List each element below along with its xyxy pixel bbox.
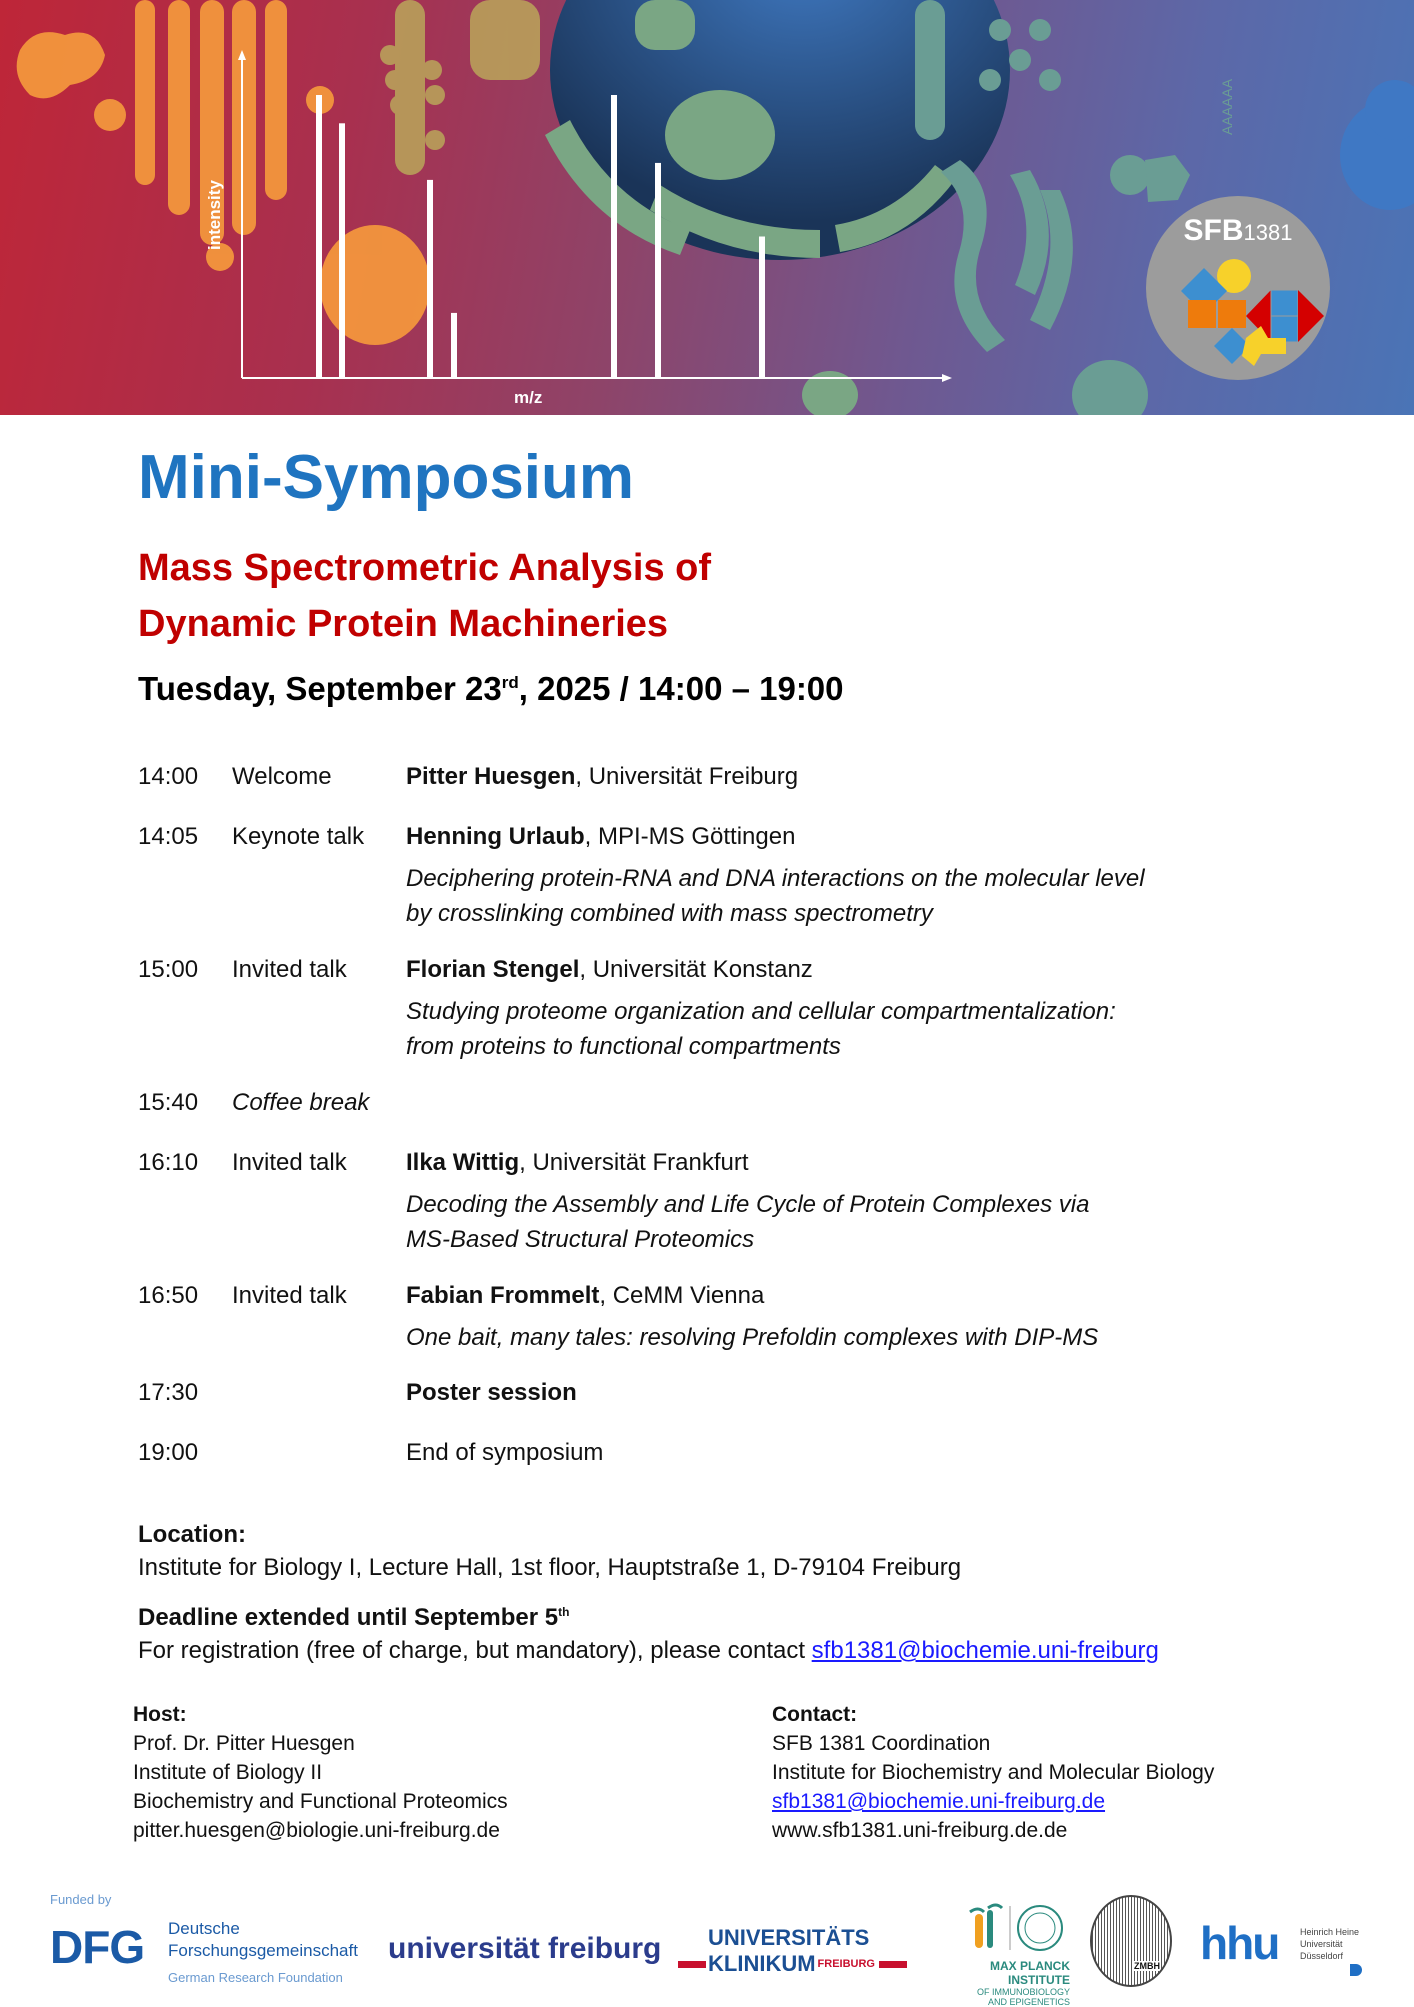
talk-title: Studying proteome organization and cellular compartmentalization: from proteins to functional compartments: [406, 998, 1116, 1060]
funded-by-label: Funded by: [50, 1892, 112, 1907]
program-time: 19:00: [138, 1439, 199, 1466]
program-kind: Coffee break: [232, 1089, 370, 1116]
uni-freiburg-logo: universität freiburg: [388, 1932, 662, 1965]
speaker-affiliation: , MPI-MS Göttingen: [584, 823, 796, 850]
host-block: [133, 1700, 508, 1845]
sfb-logo-title: SFB1381: [1183, 214, 1293, 247]
contact-heading: Contact:: [772, 1703, 858, 1726]
program-kind: Invited talk: [232, 1149, 347, 1176]
spectrum-peak: [427, 180, 433, 378]
spectrum-peak: [759, 237, 765, 379]
sfb-logo: [1146, 196, 1330, 380]
program-kind: Invited talk: [232, 1282, 347, 1309]
speaker-name: Pitter Huesgen: [406, 763, 576, 790]
er-illustration: [380, 0, 540, 175]
program-time: 15:00: [138, 956, 199, 983]
subtitle-line-2: Dynamic Protein Machineries: [138, 603, 669, 645]
contact-website: www.sfb1381.uni-freiburg.de.de: [772, 1819, 1068, 1842]
rna-tail-label: AAAAAA: [1219, 78, 1235, 135]
program-row: [138, 1282, 1318, 1379]
contact-email-link[interactable]: sfb1381@biochemie.uni-freiburg.de: [772, 1790, 1106, 1813]
host-email: pitter.huesgen@biologie.uni-freiburg.de: [133, 1819, 500, 1842]
host-heading: Host:: [133, 1703, 187, 1726]
speaker-affiliation: , Universität Frankfurt: [519, 1149, 749, 1176]
program-kind: Keynote talk: [232, 823, 365, 850]
x-axis-arrow-icon: [942, 374, 952, 382]
header-banner: [0, 0, 1414, 415]
program-schedule: [138, 763, 1318, 1499]
speaker-affiliation: , CeMM Vienna: [599, 1282, 765, 1309]
event-subtitle: [138, 540, 711, 652]
program-row: [138, 1089, 1318, 1149]
contact-block: [772, 1700, 1214, 1845]
talk-title: Deciphering protein-RNA and DNA interactions on the molecular level by crosslinking combined with mass spectrometry: [406, 865, 1145, 927]
speaker-name: Fabian Frommelt: [406, 1282, 600, 1309]
protein-blob-illustration: [1340, 80, 1414, 210]
program-time: 16:10: [138, 1149, 199, 1176]
spectrum-peak: [339, 123, 345, 378]
registration-text: For registration (free of charge, but mandatory), please contact sfb1381@biochemie.uni-freiburg: [138, 1637, 1159, 1664]
zmbh-logo: ZMBH: [1090, 1895, 1172, 1987]
program-row: [138, 956, 1318, 1089]
program-time: 17:30: [138, 1379, 199, 1406]
speaker-name: Henning Urlaub: [406, 823, 585, 850]
event-date: Tuesday, September 23rd, 2025 / 14:00 – 19:00: [138, 670, 844, 707]
spectrum-peak: [611, 95, 617, 378]
program-row: [138, 763, 1318, 823]
contact-name: SFB 1381 Coordination: [772, 1732, 991, 1755]
partner-logos: [0, 1880, 1414, 2007]
location-address: Institute for Biology I, Lecture Hall, 1st floor, Hauptstraße 1, D-79104 Freiburg: [138, 1554, 962, 1581]
event-info: [138, 1518, 1159, 1667]
program-kind: [232, 1439, 406, 1499]
dfg-logo-text: Deutsche Forschungsgemeinschaft: [168, 1919, 358, 1960]
subtitle-line-1: Mass Spectrometric Analysis of: [138, 547, 712, 589]
talk-title: Decoding the Assembly and Life Cycle of Protein Complexes via MS-Based Structural Proteomics: [406, 1191, 1090, 1253]
spectrum-peak: [451, 313, 457, 378]
max-planck-logo: MAX PLANCK INSTITUTE OF IMMUNOBIOLOGY AND EPIGENETICS: [930, 1902, 1070, 2007]
y-axis-label: intensity: [205, 180, 224, 250]
dfg-logo-subtitle: German Research Foundation: [168, 1970, 343, 1985]
hhu-logo-dot: [1350, 1964, 1362, 1976]
uniklinikum-freiburg-logo: UNIVERSITÄTS KLINIKUM FREIBURG: [678, 1925, 907, 1977]
session-name: Poster session: [406, 1379, 577, 1406]
spectrum-peak: [655, 163, 661, 378]
program-time: 14:00: [138, 763, 199, 790]
host-name: Prof. Dr. Pitter Huesgen: [133, 1732, 355, 1755]
host-department: Biochemistry and Functional Proteomics: [133, 1790, 508, 1813]
speaker-name: Florian Stengel: [406, 956, 580, 983]
program-time: 15:40: [138, 1089, 199, 1116]
x-axis-label: m/z: [514, 388, 543, 407]
registration-email-link[interactable]: sfb1381@biochemie.uni-freiburg: [811, 1637, 1159, 1664]
program-row: [138, 1149, 1318, 1282]
program-row: [138, 823, 1318, 956]
dfg-logo: DFG: [50, 1921, 145, 1973]
program-row: [138, 1439, 1318, 1499]
hhu-logo-text: Heinrich Heine Universität Düsseldorf: [1300, 1927, 1360, 1961]
spectrum-peak: [316, 95, 322, 378]
contact-institute: Institute for Biochemistry and Molecular Biology: [772, 1761, 1215, 1784]
program-kind: Welcome: [232, 763, 332, 790]
program-row: [138, 1379, 1318, 1439]
program-time: 14:05: [138, 823, 199, 850]
program-time: 16:50: [138, 1282, 199, 1309]
speaker-name: Ilka Wittig: [406, 1149, 520, 1176]
location-heading: Location:: [138, 1521, 246, 1548]
speaker-affiliation: , Universität Freiburg: [575, 763, 799, 790]
hhu-logo: hhu: [1200, 1917, 1279, 1969]
speaker-affiliation: , Universität Konstanz: [579, 956, 813, 983]
max-planck-emblem-icon: [930, 1902, 1070, 1954]
golgi-illustration: [17, 0, 430, 345]
program-kind: Invited talk: [232, 956, 347, 983]
host-institute: Institute of Biology II: [133, 1761, 323, 1784]
talk-title: One bait, many tales: resolving Prefoldin complexes with DIP-MS: [406, 1324, 1099, 1351]
session-name: End of symposium: [406, 1439, 604, 1466]
page-title: Mini-Symposium: [138, 443, 635, 512]
deadline-notice: Deadline extended until September 5th: [138, 1604, 570, 1631]
sfb-logo-shapes: [1146, 196, 1330, 380]
program-kind: [232, 1379, 406, 1439]
